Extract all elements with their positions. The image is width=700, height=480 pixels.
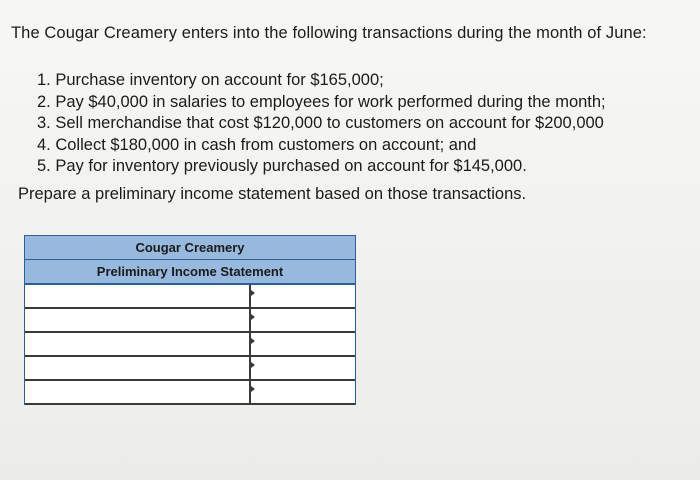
statement-label-input[interactable] — [25, 357, 251, 379]
statement-label-input[interactable] — [25, 333, 251, 355]
problem-intro: The Cougar Creamery enters into the following transactions during the month of June: — [11, 24, 647, 42]
transaction-list — [37, 70, 606, 178]
problem-prompt: Prepare a preliminary income statement based on those transactions. — [18, 185, 527, 203]
company-name-header: Cougar Creamery — [24, 235, 356, 259]
transaction-item: 4. Collect $180,000 in cash from customers on account; and — [37, 135, 477, 154]
statement-row — [25, 357, 355, 381]
statement-row — [25, 309, 355, 333]
transaction-item: 3. Sell merchandise that cost $120,000 to customers on account for $200,000 — [37, 114, 604, 132]
transaction-item: 5. Pay for inventory previously purchased on account for $145,000. — [37, 157, 527, 175]
statement-row — [25, 284, 355, 309]
statement-label-input[interactable] — [25, 309, 251, 331]
statement-amount-input[interactable] — [251, 333, 355, 355]
income-statement-table — [24, 235, 356, 405]
statement-row — [25, 333, 355, 357]
statement-title-header: Preliminary Income Statement — [24, 259, 356, 284]
statement-label-input[interactable] — [25, 381, 251, 403]
transaction-item: 1. Purchase inventory on account for $165,000; — [37, 71, 384, 89]
statement-amount-input[interactable] — [251, 357, 355, 379]
statement-amount-input[interactable] — [251, 381, 355, 403]
statement-row — [25, 381, 355, 405]
statement-grid — [24, 284, 356, 405]
statement-label-input[interactable] — [25, 285, 251, 307]
transaction-item: 2. Pay $40,000 in salaries to employees for work performed during the month; — [37, 92, 606, 111]
statement-amount-input[interactable] — [251, 285, 355, 307]
statement-amount-input[interactable] — [251, 309, 355, 331]
